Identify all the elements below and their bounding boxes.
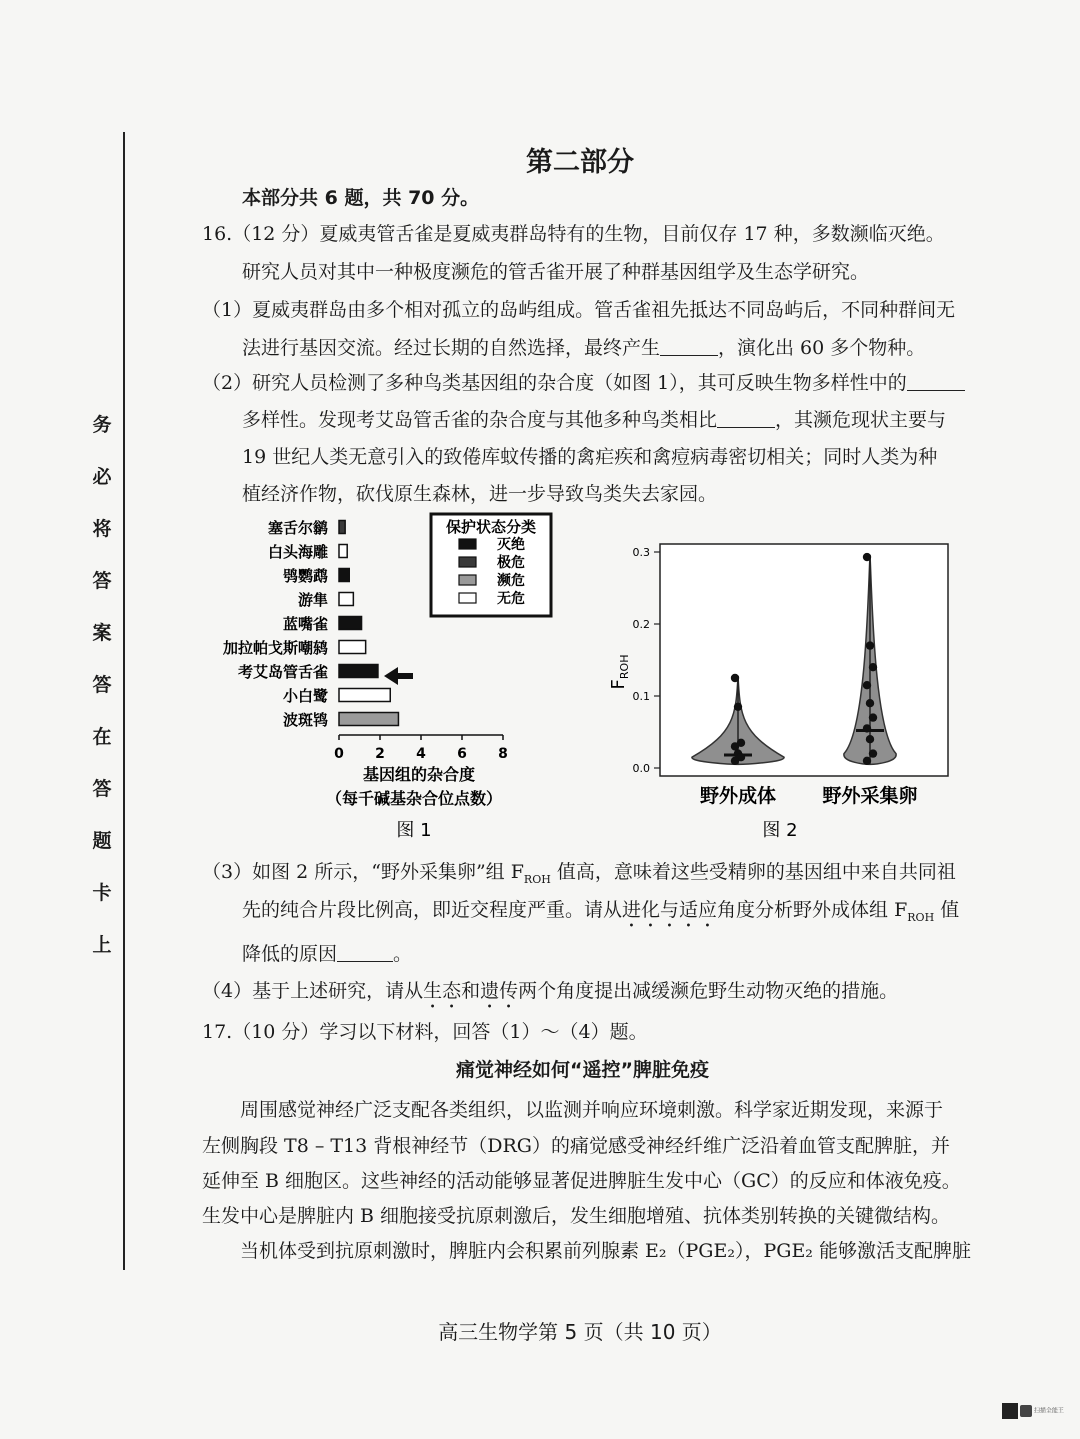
q16-p4-a: （4）基于上述研究，请从 bbox=[202, 980, 424, 1002]
data-point bbox=[734, 703, 742, 711]
q16-p3-line3 bbox=[242, 939, 412, 966]
legend-label: 濒危 bbox=[497, 573, 525, 589]
data-point bbox=[869, 749, 877, 757]
category-label: 游隼 bbox=[297, 591, 328, 609]
bar bbox=[339, 617, 362, 630]
data-point bbox=[863, 724, 871, 732]
part-title: 第二部分 bbox=[526, 147, 634, 178]
side-notice-char: 卡 bbox=[92, 882, 112, 904]
x-axis-label-unit: （每千碱基杂合位点数） bbox=[325, 789, 503, 808]
q16-p1-line2-b: ，演化出 60 多个物种。 bbox=[718, 337, 926, 359]
data-point bbox=[863, 757, 871, 765]
q17-para1-line3: 延伸至 B 细胞区。这些神经的活动能够显著促进脾脏生发中心（GC）的反应和体液免疫。 bbox=[202, 1170, 961, 1192]
answer-blank[interactable] bbox=[717, 409, 775, 428]
side-notice-char: 答 bbox=[92, 570, 112, 592]
q16-p3-line2-a: 先的纯合片段比例高，即近交程度严重。请从 bbox=[242, 899, 623, 921]
emphasis-text: 遗传 bbox=[480, 980, 519, 1002]
app-logo-icon bbox=[1020, 1405, 1032, 1417]
q16-p4 bbox=[202, 976, 898, 1013]
data-point bbox=[731, 742, 739, 750]
bar bbox=[339, 545, 347, 558]
y-tick-label: 0.1 bbox=[632, 690, 650, 703]
y-axis-label-main: F bbox=[608, 679, 629, 690]
bar bbox=[339, 641, 366, 654]
legend-swatch bbox=[459, 593, 476, 603]
q16-p4-c: 两个角度提出减缓濒危野生动物灭绝的措施。 bbox=[518, 980, 899, 1002]
bar bbox=[339, 569, 349, 582]
figure-1-caption: 图 1 bbox=[396, 820, 432, 841]
category-label: 小白鹭 bbox=[282, 687, 328, 705]
answer-blank[interactable] bbox=[907, 372, 965, 391]
side-notice-char: 题 bbox=[92, 830, 112, 852]
category-label: 波斑鸨 bbox=[282, 711, 328, 729]
data-point bbox=[866, 735, 874, 743]
x-tick-label: 0 bbox=[334, 746, 344, 762]
q16-p3-line1-b: 值高，意味着这些受精卵的基因组中来自共同祖 bbox=[550, 861, 956, 883]
answer-blank[interactable] bbox=[660, 337, 718, 356]
category-label: 野外成体 bbox=[699, 785, 777, 807]
y-tick-label: 0.0 bbox=[632, 762, 650, 775]
side-notice-char: 将 bbox=[92, 518, 112, 540]
category-label: 野外采集卵 bbox=[822, 785, 918, 807]
data-point bbox=[869, 663, 877, 671]
q16-p3-line2-c: 值 bbox=[934, 899, 960, 921]
q17-intro: 17.（10 分）学习以下材料，回答（1）～（4）题。 bbox=[202, 1021, 648, 1043]
y-tick-label: 0.3 bbox=[632, 546, 650, 559]
q16-p3-line1 bbox=[202, 857, 956, 886]
part-intro: 本部分共 6 题，共 70 分。 bbox=[242, 187, 480, 209]
data-point bbox=[866, 699, 874, 707]
category-label: 塞舌尔鹟 bbox=[267, 519, 328, 537]
bar bbox=[339, 593, 353, 606]
y-axis-label-sub: ROH bbox=[618, 654, 631, 680]
q16-p2-line2-b: ，其濒危现状主要与 bbox=[775, 409, 947, 431]
side-notice-char: 答 bbox=[92, 674, 112, 696]
side-notice-char: 必 bbox=[92, 466, 112, 488]
q16-p1-line2-a: 法进行基因交流。经过长期的自然选择，最终产生 bbox=[242, 337, 661, 359]
data-point bbox=[869, 713, 877, 721]
qr-code-icon bbox=[1002, 1403, 1018, 1419]
category-label: 加拉帕戈斯嘲鸫 bbox=[222, 639, 328, 657]
q16-p2-line3: 19 世纪人类无意引入的致倦库蚊传播的禽疟疾和禽痘病毒密切相关；同时人类为种 bbox=[242, 446, 938, 468]
legend-swatch bbox=[459, 557, 476, 567]
figure-1-chart bbox=[195, 508, 575, 848]
q16-p3-line2-b: 角度分析野外成体组 F bbox=[717, 899, 908, 921]
q17-para1-line4: 生发中心是脾脏内 B 细胞接受抗原刺激后，发生细胞增殖、抗体类别转换的关键微结构。 bbox=[202, 1205, 951, 1227]
margin-rule bbox=[123, 132, 125, 1270]
q16-p3-line1-a: （3）如图 2 所示，“野外采集卵”组 F bbox=[202, 861, 524, 883]
legend-swatch bbox=[459, 575, 476, 585]
bar bbox=[339, 689, 390, 702]
x-tick-label: 2 bbox=[375, 746, 385, 762]
data-point bbox=[863, 553, 871, 561]
q16-p2-line2 bbox=[242, 405, 946, 432]
legend-swatch bbox=[459, 539, 476, 549]
legend-label: 无危 bbox=[497, 591, 525, 607]
category-label: 考艾岛管舌雀 bbox=[237, 663, 328, 681]
category-label: 蓝嘴雀 bbox=[282, 615, 328, 633]
q17-para1-line1: 周围感觉神经广泛支配各类组织，以监测并响应环境刺激。科学家近期发现，来源于 bbox=[240, 1099, 944, 1121]
x-tick-label: 8 bbox=[498, 746, 508, 762]
legend-title: 保护状态分类 bbox=[445, 518, 537, 536]
x-tick-label: 6 bbox=[457, 746, 467, 762]
bar bbox=[339, 665, 378, 678]
q16-intro-line2: 研究人员对其中一种极度濒危的管舌雀开展了种群基因组学及生态学研究。 bbox=[242, 261, 870, 283]
data-point bbox=[731, 674, 739, 682]
watermark-text: 扫描全能王 bbox=[1033, 1407, 1064, 1415]
q16-intro-line1: 16.（12 分）夏威夷管舌雀是夏威夷群岛特有的生物，目前仅存 17 种，多数濒临灭绝。 bbox=[202, 223, 945, 245]
data-point bbox=[863, 681, 871, 689]
article-title: 痛觉神经如何“遥控”脾脏免疫 bbox=[456, 1059, 709, 1081]
figure-2-chart bbox=[600, 532, 960, 848]
q16-p2-line2-a: 多样性。发现考艾岛管舌雀的杂合度与其他多种鸟类相比 bbox=[242, 409, 718, 431]
x-tick-label: 4 bbox=[416, 746, 426, 762]
froh-subscript: ROH bbox=[907, 910, 935, 924]
bar bbox=[339, 713, 398, 726]
side-notice-char: 务 bbox=[92, 414, 112, 436]
x-axis-label: 基因组的杂合度 bbox=[362, 765, 476, 784]
q16-p2-line1 bbox=[202, 368, 965, 395]
y-tick-label: 0.2 bbox=[632, 618, 650, 631]
q16-p2-line1-text: （2）研究人员检测了多种鸟类基因组的杂合度（如图 1），其可反映生物多样性中的 bbox=[202, 372, 907, 394]
q17-para1-line2: 左侧胸段 T8 – T13 背根神经节（DRG）的痛觉感受神经纤维广泛沿着血管支配脾脏，并 bbox=[202, 1135, 950, 1157]
bar bbox=[339, 521, 345, 534]
side-notice-char: 在 bbox=[92, 726, 112, 748]
page-footer: 高三生物学第 5 页（共 10 页） bbox=[438, 1320, 722, 1344]
arrow-icon bbox=[384, 667, 413, 685]
y-axis-label bbox=[608, 655, 631, 690]
q16-p1-line1: （1）夏威夷群岛由多个相对孤立的岛屿组成。管舌雀祖先抵达不同岛屿后，不同种群间无 bbox=[202, 299, 956, 321]
plot-frame bbox=[660, 544, 948, 776]
figure-2-caption: 图 2 bbox=[762, 820, 798, 841]
legend-label: 灭绝 bbox=[497, 537, 525, 553]
q16-p4-b: 和 bbox=[461, 980, 481, 1002]
q17-para2-line1: 当机体受到抗原刺激时，脾脏内会积累前列腺素 E₂（PGE₂），PGE₂ 能够激活支配脾脏 bbox=[240, 1240, 971, 1262]
legend-label: 极危 bbox=[497, 555, 525, 571]
category-label: 白头海雕 bbox=[267, 543, 328, 561]
answer-blank[interactable] bbox=[337, 943, 393, 962]
data-point bbox=[866, 641, 874, 649]
category-label: 鸮鹦鹉 bbox=[282, 567, 328, 585]
q16-p2-line4: 植经济作物，砍伐原生森林，进一步导致鸟类失去家园。 bbox=[242, 483, 718, 505]
q16-p3-line3-b: 。 bbox=[393, 943, 413, 965]
scanner-watermark bbox=[1002, 1403, 1072, 1421]
data-point bbox=[731, 757, 739, 765]
side-notice-char: 案 bbox=[92, 622, 112, 644]
q16-p3-line3-a: 降低的原因 bbox=[242, 943, 338, 965]
q16-p3-line2 bbox=[242, 895, 959, 932]
emphasis-text: 生态 bbox=[423, 980, 462, 1002]
emphasis-text: 进化与适应 bbox=[622, 899, 718, 921]
side-notice-char: 答 bbox=[92, 778, 112, 800]
side-notice bbox=[86, 410, 118, 982]
q16-p1-line2 bbox=[242, 333, 925, 360]
side-notice-char: 上 bbox=[92, 934, 112, 956]
froh-subscript: ROH bbox=[523, 872, 551, 886]
